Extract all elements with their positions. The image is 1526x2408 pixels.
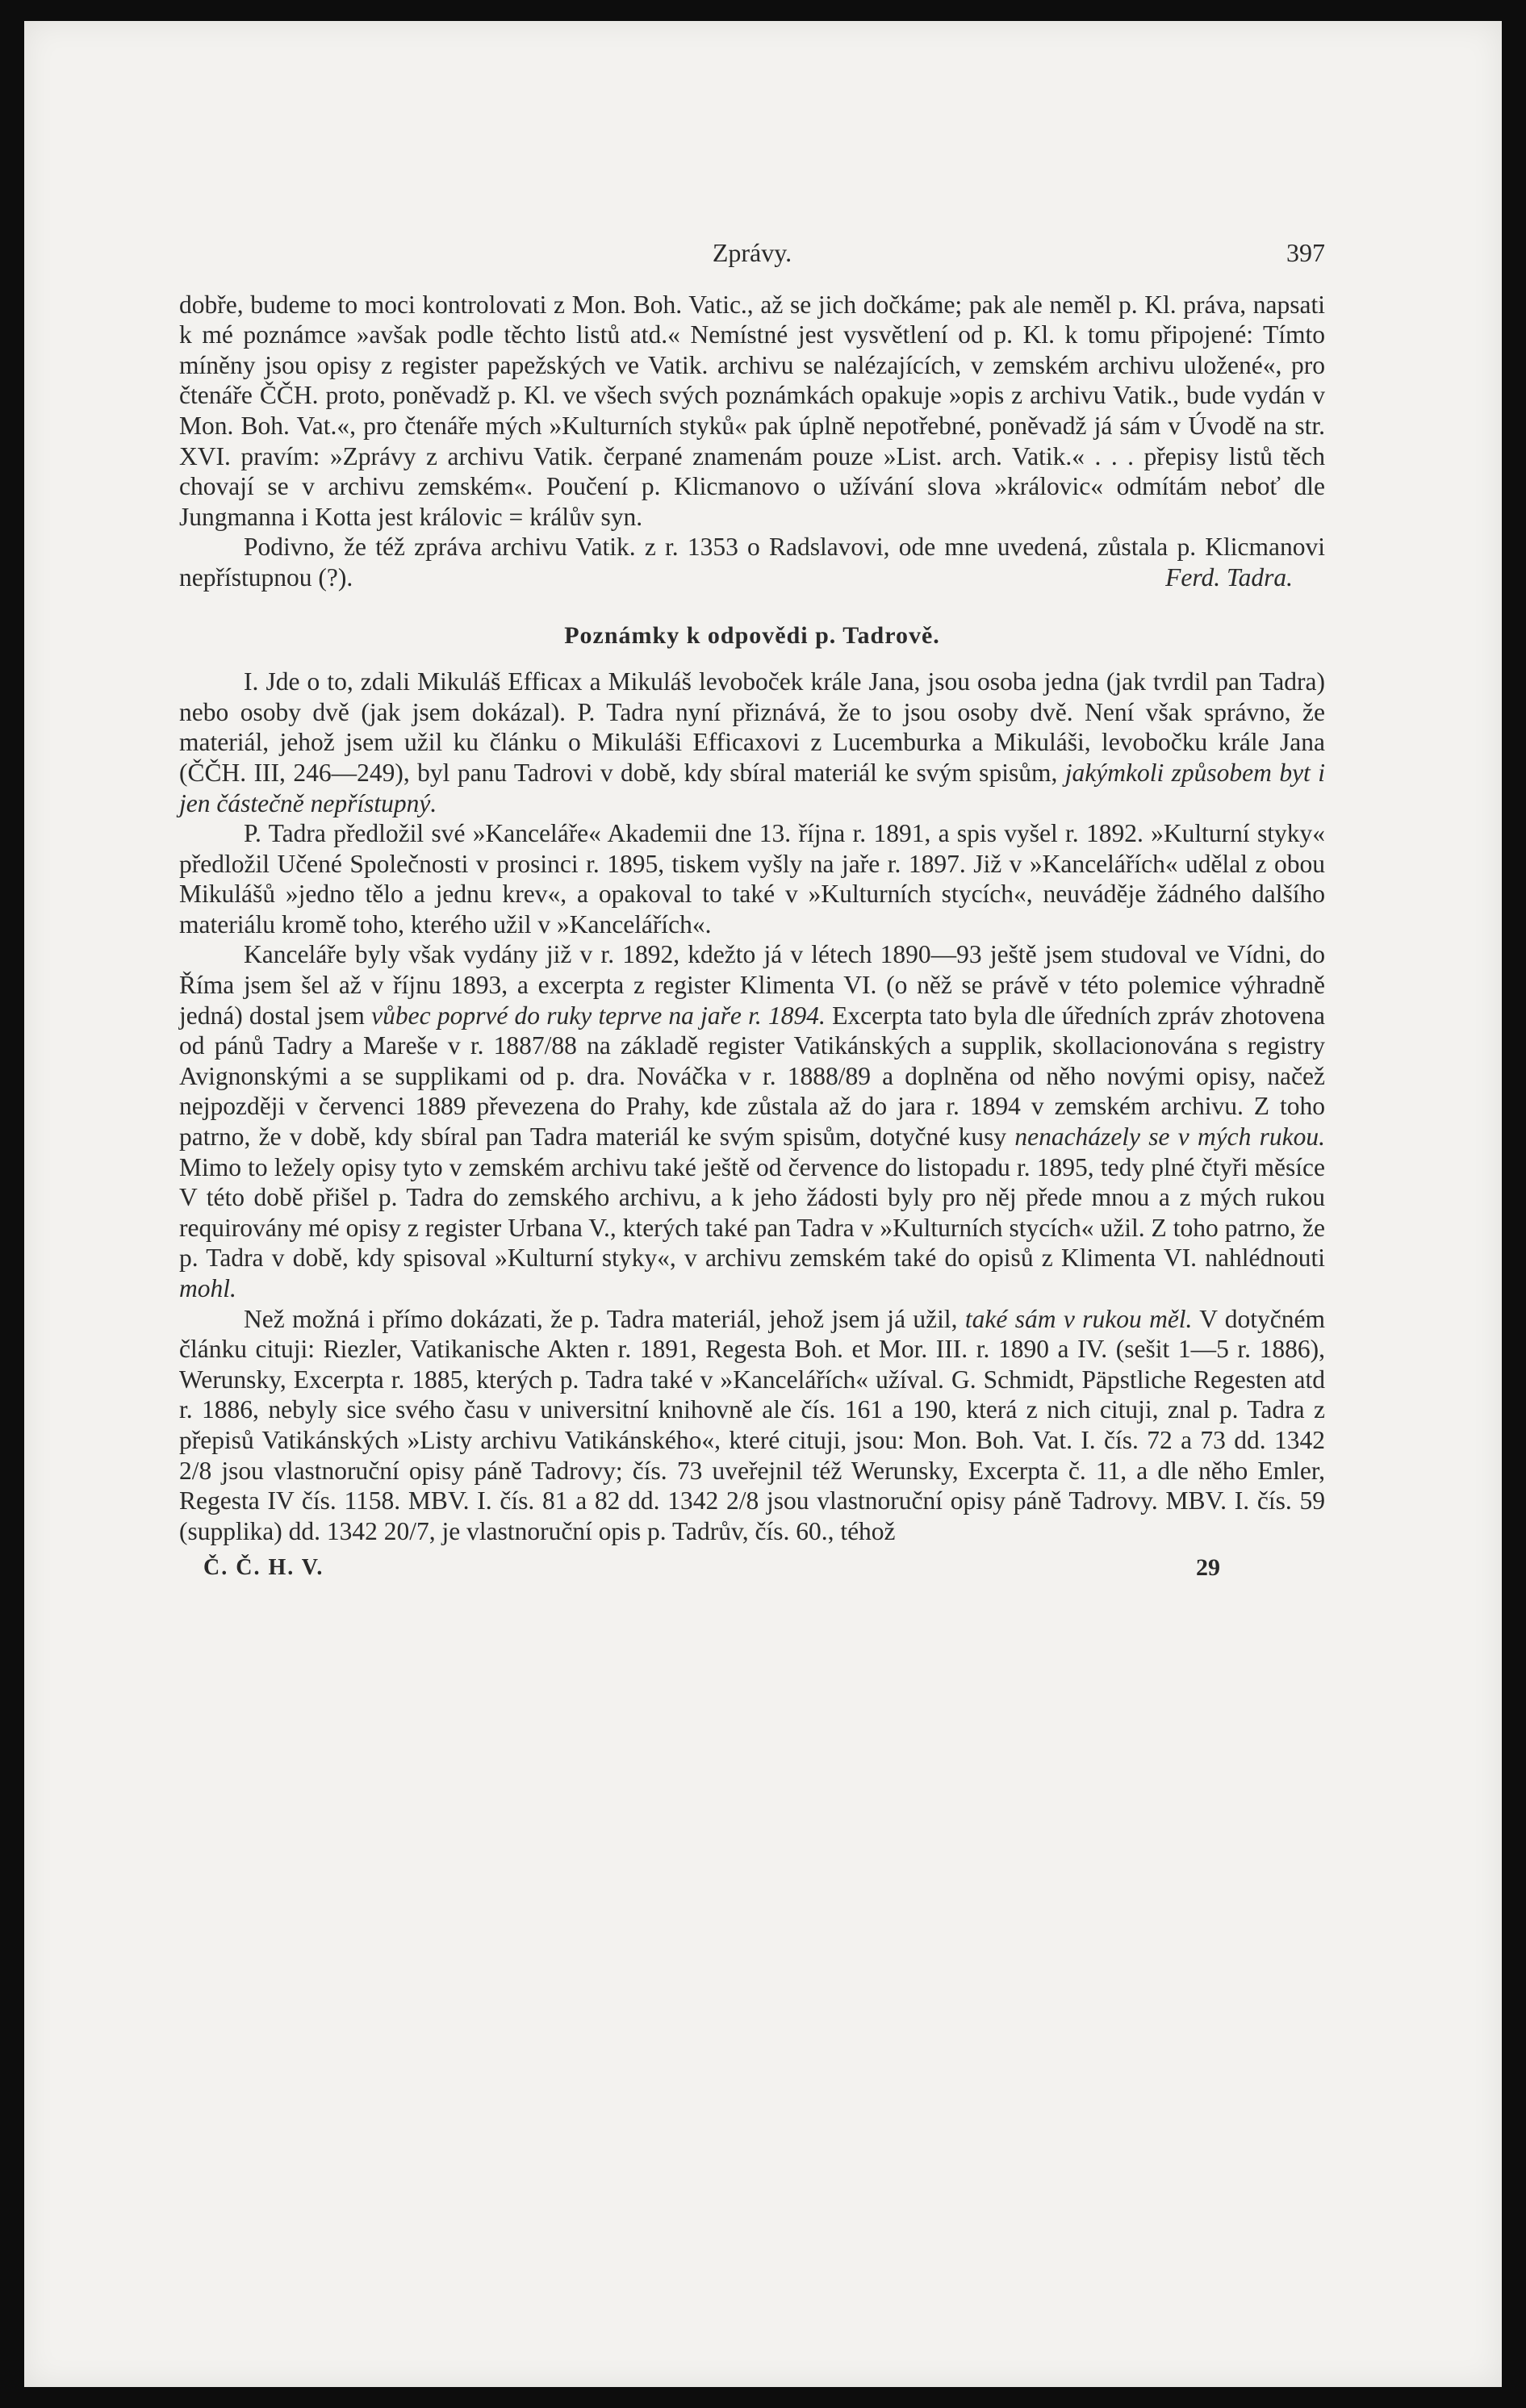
paragraph-5-text-a: Kanceláře byly však vydány již v r. 1892, kdežto já v létech 1890—93 ještě jsem studoval ve Vídni, do Říma jsem šel až v říjnu 1893, a excerpta z register Klimenta VI. (o něž se právě v této polemice výhradně jedná) dostal jsem (179, 940, 1325, 1030)
journal-signature: Č. Č. H. V. (203, 1555, 324, 1581)
page-number: 397 (1286, 238, 1325, 267)
text-block (179, 238, 1325, 1583)
section-title: Poznámky k odpovědi p. Tadrově. (564, 621, 940, 649)
paragraph-6-text-b: V dotyčném článku cituji: Riezler, Vatikanische Akten r. 1891, Regesta Boh. et Mor. III. r. 1890 a IV. (sešit 1—5 r. 1886), Werunsky, Excerpta r. 1885, kterých p. Tadra také v »Kancelářích« užíval. G. Schmidt, Päpstliche Regesten atd r. 1886, nebyly sice svého času v universitní knihovně ale čís. 161 a 190, která z nich cituji, znal p. Tadra z přepisů Vatikánských »Listy archivu Vatikánského«, které cituji, jsou: Mon. Boh. Vat. I. čís. 72 a 73 dd. 1342 2/8 jsou vlastnoruční opisy páně Tadrovy; čís. 73 uveřejnil též Werunsky, Excerpta č. 11, a dle něho Emler, Regesta IV čís. 1158. MBV. I. čís. 81 a 82 dd. 1342 2/8 jsou vlastnoruční opisy páně Tadrovy. MBV. I. čís. 59 (supplika) dd. 1342 20/7, je vlastnoruční opis p. Tadrův, čís. 60., téhož (179, 1304, 1325, 1545)
paragraph-6 (179, 1304, 1325, 1547)
paragraph-3-text: I. Jde o to, zdali Mikuláš Efficax a Mikuláš levoboček krále Jana, jsou osoba jedna (jak tvrdil pan Tadra) nebo osoby dvě (jak jsem dokázal). P. Tadra nyní přiznává, že to jsou osoby dvě. Není však správno, že materiál, jehož jsem užil ku článku o Mikuláši Efficaxovi z Lucemburka a Mikuláši, levobočku krále Jana (ČČH. III, 246—249), byl panu Tadrovi v době, kdy sbíral materiál ke svým spisům, (179, 667, 1325, 787)
signature: Ferd. Tadra. (1165, 562, 1293, 592)
paragraph-5-italic-2: nenacházely se v mých rukou. (1014, 1122, 1325, 1152)
paragraph-5-italic-1: vůbec poprvé do ruky teprve na jaře r. 1894. (371, 1001, 826, 1030)
header-title: Zprávy. (712, 238, 792, 267)
sheet-number: 29 (1196, 1554, 1220, 1582)
paragraph-6-italic: také sám v rukou měl. (964, 1304, 1193, 1333)
paragraph-1: dobře, budeme to moci kontrolovati z Mon. Boh. Vatic., až se jich dočkáme; pak ale neměl p. Kl. práva, napsati k mé poznámce »avšak podle těchto listů atd.« Nemístné jest vysvětlení od p. Kl. k tomu připojené: Tímto míněny jsou opisy z register papežských ve Vatik. archivu se nalézajících, v zemském archivu uložené«, pro čtenáře ČČH. proto, poněvadž p. Kl. ve všech svých poznámkách opakuje »opis z archivu Vatik., bude vydán v Mon. Boh. Vat.«, pro čtenáře mých »Kulturních styků« pak úplně nepotřebné, poněvadž já sám v Úvodě na str. XVI. pravím: »Zprávy z archivu Vatik. čerpané znamenám pouze »List. arch. Vatik.« . . . přepisy listů těch chovají se v archivu zemském«. Poučení p. Klicmanovo o užívání slova »královic« odmítám neboť dle Jungmanna i Kotta jest královic = králův syn. (179, 290, 1325, 531)
paragraph-5-text-b: Excerpta tato byla dle úředních zpráv zhotovena od pánů Tadry a Mareše v r. 1887/88 na základě register Vatikánských a supplik, skollacionována s registry Avignonskými a se supplikami od p. dra. Nováčka v r. 1888/89 a doplněna od něho novými opisy, načež nejpozději v červenci 1889 převezena do Prahy, kde zůstala až do jara r. 1894 v zemském archivu. Z toho patrno, že v době, kdy sbíral pan Tadra materiál ke svým spisům, dotyčné kusy (179, 1001, 1325, 1152)
paragraph-5 (179, 939, 1325, 1303)
paragraph-6-text-a: Než možná i přímo dokázati, že p. Tadra materiál, jehož jsem já užil, (244, 1304, 958, 1333)
paragraph-5-italic-3: mohl. (179, 1274, 236, 1302)
paragraph-3 (179, 667, 1325, 818)
paragraph-5-text-c: Mimo to ležely opisy tyto v zemském archivu také ještě od července do listopadu r. 1895, tedy plné čtyři měsíce V této době přišel p. Tadra do zemského archivu, a k jeho žádosti byly pro něj přede mnou a z mých rukou requirovány mé opisy z register Urbana V., kterých také pan Tadra v »Kulturních stycích« užil. Z toho patrno, že p. Tadra v době, kdy spisoval »Kulturní styky«, v archivu zemském také do opisů z Klimenta VI. nahlédnouti (179, 1152, 1325, 1273)
running-header (179, 238, 1325, 269)
paragraph-2 (179, 532, 1325, 592)
paragraph-3-italic: jakýmkoli způsobem byt i jen částečně nepřístupný. (179, 758, 1325, 817)
page-footer (179, 1553, 1325, 1583)
paragraph-4: P. Tadra předložil své »Kanceláře« Akademii dne 13. října r. 1891, a spis vyšel r. 1892. »Kulturní styky« předložil Učené Společnosti v prosinci r. 1895, tiskem vyšly na jaře r. 1897. Již v »Kancelářích« udělal z obou Mikulášů »jedno tělo a jednu krev«, a opakoval to také v »Kulturních stycích«, neuváděje žádného dalšího materiálu kromě toho, kterého užil v »Kancelářích«. (179, 819, 1325, 939)
paragraph-2-text: Podivno, že též zpráva archivu Vatik. z r. 1353 o Radslavovi, ode mne uvedená, zůstala p. Klicmanovi nepřístupnou (?). (179, 533, 1325, 592)
